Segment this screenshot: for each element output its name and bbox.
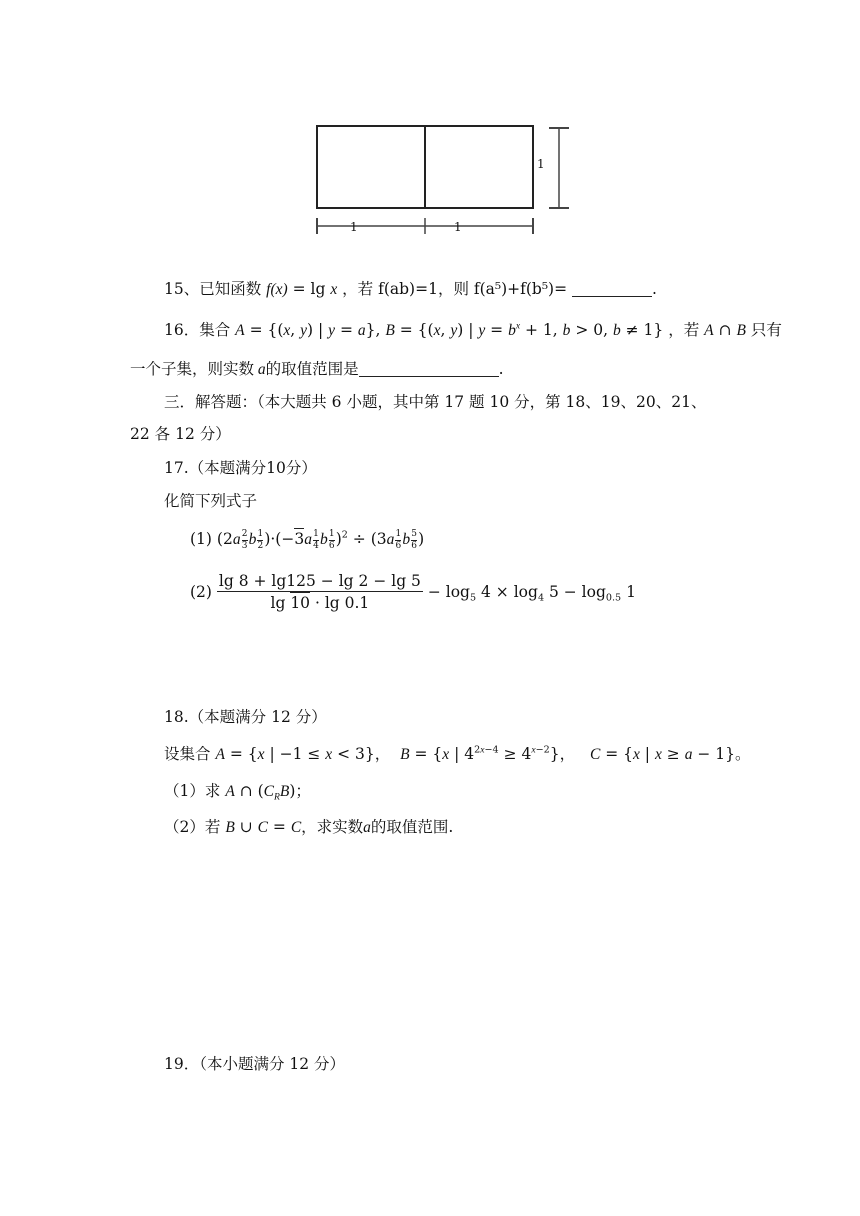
left-square [317, 126, 425, 208]
answer-blank-15[interactable] [572, 296, 652, 297]
question-18-given: 设集合 A = {x | −1 ≤ x < 3}， B = {x | $4^{2x-4} \ge 4^{x-2}$}， C = {x | x ≥ a − 1}。 [164, 744, 751, 763]
question-15: 15、已知函数 f(x) = lg x ，若 f(ab)=1，则 f(a⁵)+f(b⁵)= . [164, 280, 657, 298]
right-square [425, 126, 533, 208]
question-19-title: 19．（本小题满分 12 分） [164, 1055, 346, 1073]
question-17-part1: (1) (2a $\frac{2}{3}$ b $\frac{1}{2}$ )·(−3a $\frac{1}{4}$ b $\frac{1}{6}$ )$^2$ ÷ (3a $\frac{1}{6}$ b $\frac{5}{6}$ ) [190, 529, 425, 551]
figure-dim-bottom-left: 1 [350, 220, 358, 234]
question-17-part2: (2) $\frac{\lg 8 + \lg 125 - \lg 2 - \lg 5}{\lg 10 \cdot \lg 0.1}$ − $\log_5 4 \times \log_4 5 - \log_{0.5} 1$ [190, 572, 636, 612]
question-16-line1: 16．集合 A = {(x, y) | y = a}, B = {(x, y) | $y = b^x + 1$, b > 0, b ≠ 1} ，若 A ∩ B 只有 [164, 320, 782, 339]
question-17-subtitle: 化简下列式子 [164, 492, 258, 510]
section-3-heading-line2: 22 各 12 分） [130, 425, 231, 443]
log-fraction: $\frac{\lg 8 + \lg 125 - \lg 2 - \lg 5}{\lg 10 \cdot \lg 0.1}$ [218, 572, 421, 612]
question-18-part1: （1）求 A ∩ $(C_RB)$； [164, 782, 311, 803]
set-definition-a: A [235, 322, 245, 339]
figure-dim-bottom-right: 1 [454, 220, 462, 234]
answer-blank-16[interactable] [359, 376, 499, 377]
question-18-part2: （2）若 B ∪ C = C，求实数a的取值范围. [164, 818, 454, 836]
formula-f-lg: f(x) [266, 281, 288, 298]
figure-dim-right: 1 [537, 157, 545, 171]
question-16-line2: 一个子集，则实数 a的取值范围是 . [130, 360, 504, 378]
section-3-heading-line1: 三．解答题：（本大题共 6 小题，其中第 17 题 10 分，第 18、19、20、21、 [164, 393, 707, 411]
question-17-title: 17.（本题满分10分） [164, 459, 317, 477]
question-18-title: 18.（本题满分 12 分） [164, 708, 327, 726]
geometry-figure [305, 120, 580, 240]
